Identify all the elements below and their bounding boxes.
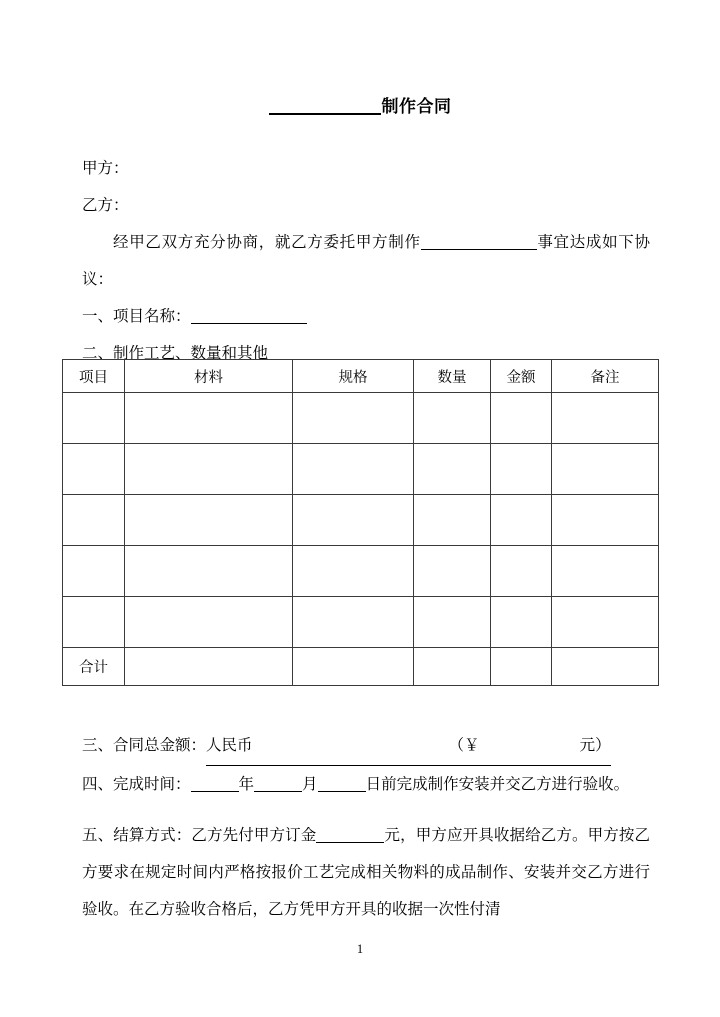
clause-4-tail: 收。: [598, 776, 630, 793]
clause-2-label: 制作工艺、数量和其他: [113, 345, 269, 362]
table-cell[interactable]: [552, 546, 659, 597]
table-header-cell: 材料: [125, 360, 293, 393]
table-cell[interactable]: [125, 393, 293, 444]
clause-4-year-field[interactable]: [191, 791, 239, 792]
table-cell[interactable]: [293, 444, 414, 495]
table-cell[interactable]: [293, 597, 414, 648]
clause-1-blank-field[interactable]: [191, 323, 307, 324]
table-header-cell: 数量: [414, 360, 491, 393]
page-number: 1: [356, 942, 364, 956]
table-total-cell[interactable]: [552, 648, 659, 686]
table-cell[interactable]: [552, 597, 659, 648]
clause-3-symbol-unit: 元）: [579, 737, 611, 754]
preamble-paragraph: [82, 224, 650, 298]
clause-3-number: 三、: [82, 737, 114, 754]
table-cell[interactable]: [125, 444, 293, 495]
clause-5-text-before: 乙方先付甲方订金: [191, 827, 317, 844]
table-cell[interactable]: [125, 597, 293, 648]
clause-3-line: [82, 727, 650, 766]
clause-5-paragraph: [82, 817, 650, 928]
table-cell[interactable]: [125, 546, 293, 597]
table-row: [63, 597, 659, 648]
clause-4-day-unit: 日前完成制作安装并交乙方进行验: [365, 776, 599, 793]
party-a-label: 甲方：: [82, 160, 129, 177]
table-total-cell[interactable]: [125, 648, 293, 686]
paragraph-spacer: [82, 803, 650, 817]
clause-3-label: 合同总金额：: [113, 737, 207, 754]
table-row: [63, 444, 659, 495]
table-cell[interactable]: [293, 495, 414, 546]
table-cell[interactable]: [491, 393, 552, 444]
table-cell[interactable]: [414, 495, 491, 546]
table-cell[interactable]: [491, 546, 552, 597]
table-row: [63, 546, 659, 597]
clause-4-month-unit: 月: [302, 776, 318, 793]
preamble-blank-field[interactable]: [421, 249, 537, 250]
clause-1-number: 一、: [82, 308, 114, 325]
table-cell[interactable]: [63, 597, 125, 648]
table-header-cell: 项目: [63, 360, 125, 393]
table-cell[interactable]: [414, 444, 491, 495]
title-blank-field[interactable]: [269, 113, 381, 115]
table-row: [63, 393, 659, 444]
table-cell[interactable]: [125, 495, 293, 546]
party-b-label: 乙方：: [82, 197, 129, 214]
clause-4-paragraph: [82, 766, 650, 803]
table-total-cell[interactable]: [491, 648, 552, 686]
document-body-lower: [82, 727, 650, 928]
clause-3-amount-field[interactable]: [206, 727, 611, 766]
table-cell[interactable]: [552, 495, 659, 546]
clause-5-number: 五、: [82, 827, 114, 844]
table-cell[interactable]: [414, 393, 491, 444]
table-cell[interactable]: [293, 546, 414, 597]
table-cell[interactable]: [63, 444, 125, 495]
clause-1-label: 项目名称：: [113, 308, 191, 325]
table-header-row: [63, 360, 659, 393]
table-total-cell[interactable]: [414, 648, 491, 686]
clause-5-label: 结算方式：: [113, 827, 192, 844]
table-cell[interactable]: [491, 597, 552, 648]
clause-3-currency-label: 人民币: [206, 737, 253, 754]
clause-4-label: 完成时间：: [113, 776, 191, 793]
clause-5-text-after: 元，甲方应开具收据给乙方。甲方按乙方要求在规定时间内严格按报价工艺完成相关物料的成品制作、安装并交乙方进行验收。在乙方验收合格后，乙方凭甲方开具的收据一次性付清: [82, 827, 650, 918]
table-cell[interactable]: [63, 495, 125, 546]
materials-table: [62, 359, 659, 686]
table-cell[interactable]: [63, 393, 125, 444]
title-text: 制作合同: [381, 97, 452, 116]
preamble-text-after: 事宜达成如下协议：: [82, 234, 650, 288]
table-header-cell: 金额: [491, 360, 552, 393]
table-total-label: 合计: [63, 648, 125, 686]
materials-table-wrapper: [62, 359, 658, 686]
table-cell[interactable]: [293, 393, 414, 444]
clause-4-year-unit: 年: [238, 776, 255, 793]
clause-4-day-field[interactable]: [318, 791, 366, 792]
table-cell[interactable]: [491, 444, 552, 495]
clause-3-symbol-open: （￥: [448, 737, 480, 754]
table-row: [63, 495, 659, 546]
party-a-line: [82, 150, 650, 187]
clause-4-month-field[interactable]: [254, 791, 302, 792]
document-body-upper: [82, 150, 650, 372]
table-cell[interactable]: [552, 444, 659, 495]
table-cell[interactable]: [414, 546, 491, 597]
table-cell[interactable]: [552, 393, 659, 444]
table-header-cell: 备注: [552, 360, 659, 393]
clause-1-line: [82, 298, 650, 335]
clause-5-deposit-field[interactable]: [316, 842, 384, 843]
table-total-cell[interactable]: [293, 648, 414, 686]
page-title: [0, 92, 720, 117]
table-cell[interactable]: [491, 495, 552, 546]
table-cell[interactable]: [414, 597, 491, 648]
clause-4-number: 四、: [82, 776, 114, 793]
party-b-line: [82, 187, 650, 224]
clause-2-number: 二、: [82, 345, 114, 362]
table-header-cell: 规格: [293, 360, 414, 393]
preamble-text-before: 经甲乙双方充分协商，就乙方委托甲方制作: [113, 234, 421, 251]
table-total-row: [63, 648, 659, 686]
table-cell[interactable]: [63, 546, 125, 597]
